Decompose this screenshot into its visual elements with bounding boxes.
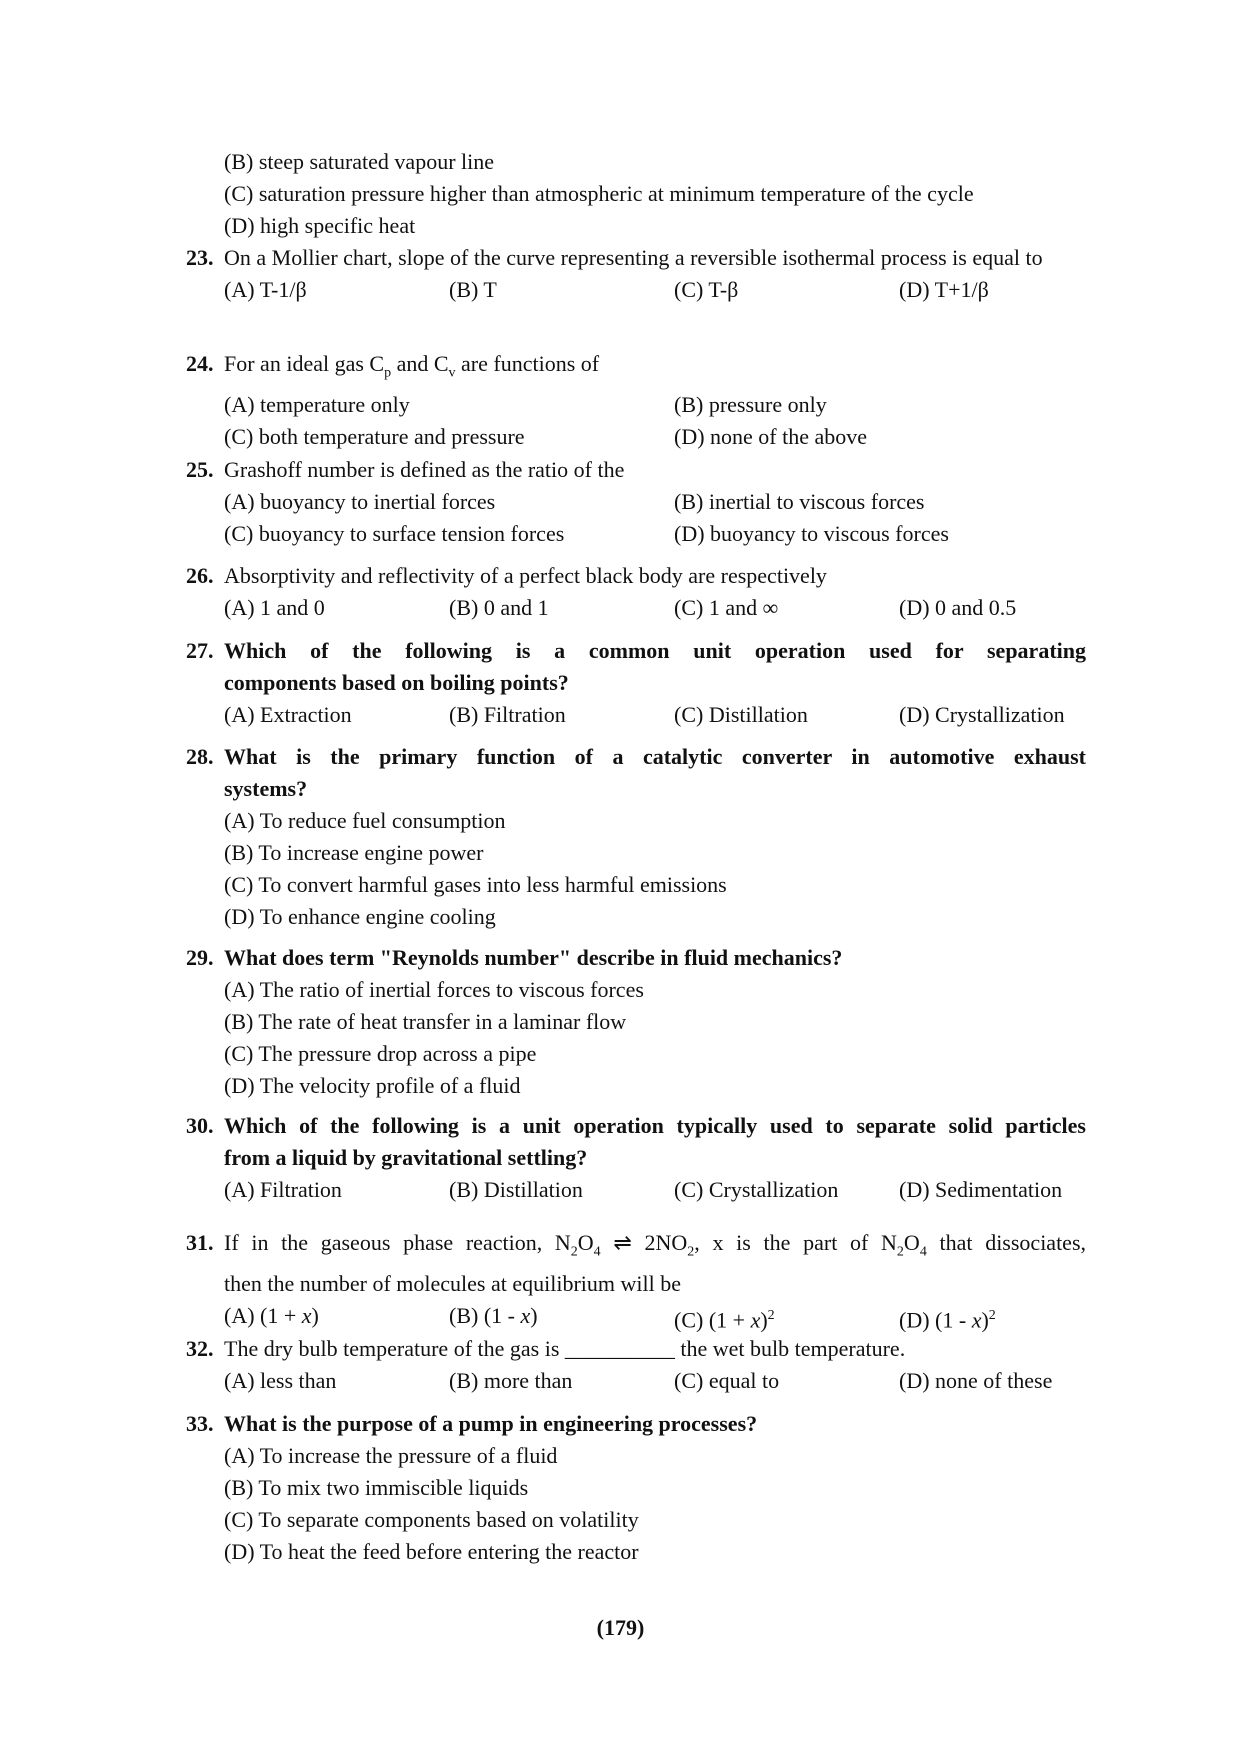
question-number: 33. [186, 1411, 214, 1436]
option-d: (D) (1 - x)$^2$ [899, 1307, 996, 1333]
question-text-line-1: What is the primary function of a catalytic converter in automotive exhaust [224, 744, 1086, 769]
question-text-line-2: then the number of molecules at equilibrium will be [224, 1271, 681, 1297]
option-b: (B) To mix two immiscible liquids [224, 1475, 529, 1500]
option-c: (C) To convert harmful gases into less harmful emissions [224, 872, 727, 897]
option-b: (B) Distillation [449, 1177, 583, 1202]
option-c: (C) To separate components based on volatility [224, 1507, 639, 1532]
question-text: Grashoff number is defined as the ratio of the [224, 457, 625, 482]
question-text: What does term "Reynolds number" describe in fluid mechanics? [224, 945, 843, 970]
option-c: (C) Distillation [674, 702, 808, 727]
option-b: (B) The rate of heat transfer in a laminar flow [224, 1009, 627, 1034]
option-b: (B) more than [449, 1368, 573, 1393]
option-d: (D) To heat the feed before entering the reactor [224, 1539, 639, 1564]
option-a: (A) less than [224, 1368, 337, 1393]
question-text-line-1: If in the gaseous phase reaction, $N_2O_4$ ⇌ $2NO_2$, x is the part of $N_2O_4$ that dissociates, [224, 1230, 1087, 1260]
option-d: (D) none of the above [674, 424, 868, 450]
option-a: (A) The ratio of inertial forces to viscous forces [224, 977, 644, 1002]
option-b: (B) pressure only [674, 392, 827, 418]
question-25 [186, 454, 1086, 550]
question-27 [186, 635, 1086, 731]
question-text-line-2: systems? [224, 776, 308, 801]
option-c: (C) 1 and ∞ [674, 595, 779, 620]
option-b: (B) T [449, 277, 497, 302]
question-text-line-2: from a liquid by gravitational settling? [224, 1145, 588, 1170]
question-text: On a Mollier chart, slope of the curve representing a reversible isothermal process is equal to [224, 245, 1043, 270]
option-b: (B) steep saturated vapour line [224, 149, 495, 174]
option-d: (D) Sedimentation [899, 1177, 1063, 1202]
question-number: 31. [186, 1230, 214, 1255]
question-text-line-1: Which of the following is a common unit operation used for separating [224, 638, 1086, 663]
option-c: (C) Crystallization [674, 1177, 839, 1202]
page-number: (179) [596, 1615, 645, 1640]
option-b: (B) (1 - x) [449, 1303, 538, 1329]
option-a: (A) Filtration [224, 1177, 342, 1202]
question-32 [186, 1333, 1086, 1397]
option-d: (D) 0 and 0.5 [899, 595, 1017, 620]
option-d: (D) T+1/β [899, 277, 989, 302]
option-d: (D) To enhance engine cooling [224, 904, 496, 929]
option-a: (A) T-1/β [224, 277, 307, 302]
question-number: 23. [186, 245, 214, 270]
option-a: (A) Extraction [224, 702, 352, 727]
option-d: (D) Crystallization [899, 702, 1065, 727]
question-number: 24. [186, 351, 214, 376]
question-text: The dry bulb temperature of the gas is __________ the wet bulb temperature. [224, 1336, 906, 1361]
option-a: (A) (1 + x) [224, 1303, 319, 1329]
question-26 [186, 560, 1086, 624]
option-a: (A) temperature only [224, 392, 410, 418]
option-c: (C) buoyancy to surface tension forces [224, 521, 565, 546]
question-28 [186, 741, 1086, 933]
question-text: For an ideal gas $C_p$ and $C_v$ are functions of [224, 351, 600, 381]
question-29 [186, 942, 1086, 1102]
question-text: Absorptivity and reflectivity of a perfect black body are respectively [224, 563, 827, 588]
previous-question-options [224, 146, 974, 242]
question-33 [186, 1408, 1086, 1568]
question-number: 26. [186, 563, 214, 588]
option-a: (A) To reduce fuel consumption [224, 808, 506, 833]
question-number: 28. [186, 744, 214, 769]
option-b: (B) To increase engine power [224, 840, 484, 865]
question-text-line-2: components based on boiling points? [224, 670, 569, 695]
question-24 [186, 348, 1086, 453]
option-c: (C) both temperature and pressure [224, 424, 525, 450]
option-d: (D) none of these [899, 1368, 1053, 1393]
option-a: (A) buoyancy to inertial forces [224, 489, 496, 514]
question-30 [186, 1110, 1086, 1206]
option-c: (C) $(1 + x)^2$ [674, 1307, 775, 1333]
question-number: 29. [186, 945, 214, 970]
option-c: (C) The pressure drop across a pipe [224, 1041, 537, 1066]
question-text: What is the purpose of a pump in engineering processes? [224, 1411, 758, 1436]
option-a: (A) To increase the pressure of a fluid [224, 1443, 558, 1468]
option-c: (C) saturation pressure higher than atmospheric at minimum temperature of the cycle [224, 181, 974, 206]
question-number: 32. [186, 1336, 214, 1361]
option-d: (D) high specific heat [224, 213, 416, 238]
option-d: (D) buoyancy to viscous forces [674, 521, 949, 546]
option-b: (B) inertial to viscous forces [674, 489, 925, 514]
question-number: 25. [186, 457, 214, 482]
option-b: (B) 0 and 1 [449, 595, 549, 620]
option-c: (C) T-β [674, 277, 739, 302]
question-number: 27. [186, 638, 214, 663]
option-a: (A) 1 and 0 [224, 595, 325, 620]
question-31 [186, 1227, 1086, 1337]
question-number: 30. [186, 1113, 214, 1138]
question-text-line-1: Which of the following is a unit operation typically used to separate solid particles [224, 1113, 1086, 1138]
option-b: (B) Filtration [449, 702, 566, 727]
option-d: (D) The velocity profile of a fluid [224, 1073, 521, 1098]
option-c: (C) equal to [674, 1368, 780, 1393]
question-23 [186, 242, 1086, 306]
